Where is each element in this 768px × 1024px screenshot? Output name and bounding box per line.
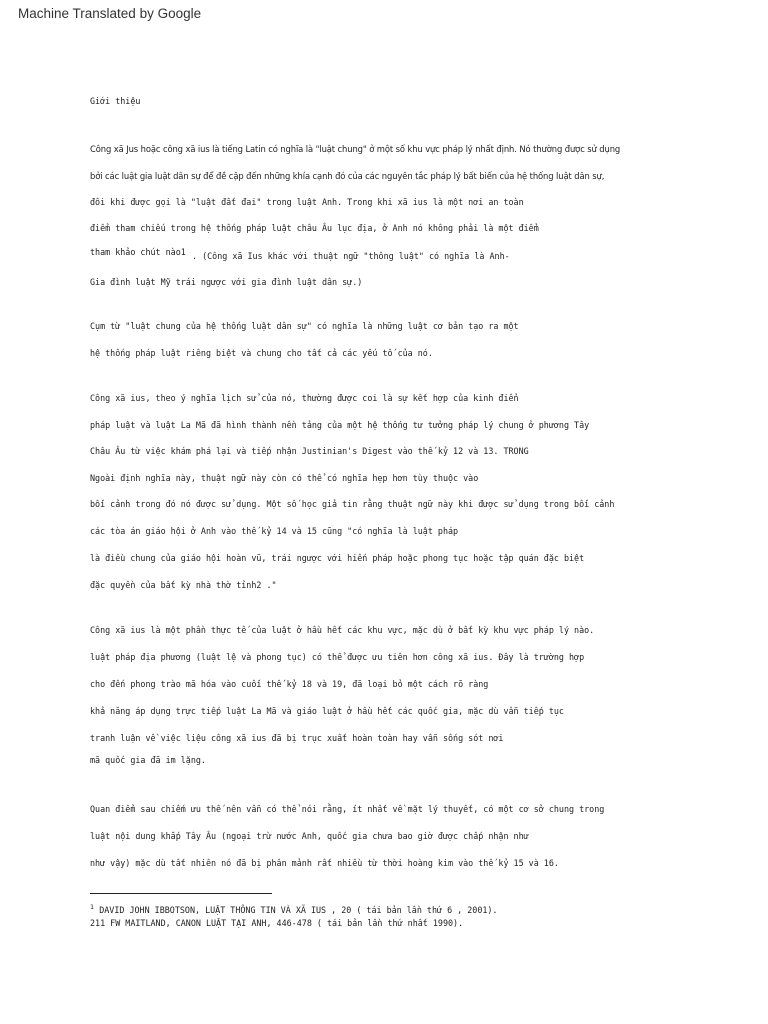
footnote-marker: 1: [90, 903, 95, 911]
text-line: luật pháp địa phương (luật lệ và phong tục) có thể được ưu tiên hơn công xã ius. Đây là trường hợp: [90, 652, 585, 662]
text-line: tranh luận về việc liệu công xã ius đã bị trục xuất hoàn toàn hay vẫn sống sót nơi: [90, 733, 504, 743]
text-line: đặc quyền của bất kỳ nhà thờ tỉnh2 .": [90, 580, 277, 590]
footnote-1: [90, 903, 498, 915]
text-line: đôi khi được gọi là "luật đất đai" trong luật Anh. Trong khi xã ius là một nơi an toàn: [90, 197, 524, 207]
text-line: hệ thống pháp luật riêng biệt và chung cho tất cả các yếu tố của nó.: [90, 348, 433, 358]
text-line: Ngoài định nghĩa này, thuật ngữ này còn có thể có nghĩa hẹp hơn tùy thuộc vào: [90, 473, 479, 483]
text-line: là điều chung của giáo hội hoàn vũ, trái ngược với hiến pháp hoặc phong tục hoặc tập quán đặc biệt: [90, 553, 585, 563]
text-line: . (Công xã Ius khác với thuật ngữ "thông luật" có nghĩa là Anh-: [192, 251, 510, 261]
section-heading: Giới thiệu: [90, 96, 141, 106]
text-line: khả năng áp dụng trực tiếp luật La Mã và giáo luật ở hầu hết các quốc gia, mặc dù vẫn tiếp tục: [90, 706, 564, 716]
text-line: tham khảo chút nào1: [90, 247, 186, 257]
text-line: mã quốc gia đã im lặng.: [90, 755, 206, 765]
text-line: điểm tham chiếu trong hệ thống pháp luật châu Âu lục địa, ở Anh nó không phải là một điểm: [90, 223, 539, 233]
text-line: pháp luật và luật La Mã đã hình thành nền tảng của một hệ thống tư tưởng pháp lý chung ở phương Tây: [90, 420, 590, 430]
text-line: Công xã Jus hoặc công xã ius là tiếng Latin có nghĩa là "luật chung" ở một số khu vực pháp lý nhất định. Nó thường được sử dụng: [90, 144, 621, 154]
footnote-2: 211 FW MAITLAND, CANON LUẬT TẠI ANH, 446-478 ( tái bản lần thứ nhất 1990).: [90, 918, 464, 928]
text-line: như vậy) mặc dù tất nhiên nó đã bị phân mảnh rất nhiều từ thời hoàng kim vào thế kỷ 15 và 16.: [90, 858, 559, 868]
machine-translation-banner: Machine Translated by Google: [18, 6, 202, 21]
footnote-text: DAVID JOHN IBBOTSON, LUẬT THÔNG TIN VÀ XÃ IUS , 20 ( tái bản lần thứ 6 , 2001).: [99, 904, 498, 915]
text-line: Công xã ius là một phần thực tế của luật ở hầu hết các khu vực, mặc dù ở bất kỳ khu vực pháp lý nào.: [90, 625, 595, 635]
text-line: các tòa án giáo hội ở Anh vào thế kỷ 14 và 15 cũng "có nghĩa là luật pháp: [90, 526, 459, 536]
text-line: Công xã ius, theo ý nghĩa lịch sử của nó, thường được coi là sự kết hợp của kinh điển: [90, 393, 519, 403]
text-line: Quan điểm sau chiếm ưu thế nên vẫn có thể nói rằng, ít nhất về mặt lý thuyết, có một cơ sở chung trong: [90, 804, 605, 814]
text-line: Gia đình luật Mỹ trái ngược với gia đình luật dân sự.): [90, 277, 363, 287]
footnote-rule: [90, 893, 272, 894]
text-line: Châu Âu từ việc khám phá lại và tiếp nhận Justinian's Digest vào thế kỷ 12 và 13. TRONG: [90, 446, 529, 456]
text-line: luật nội dung khắp Tây Âu (ngoại trừ nước Anh, quốc gia chưa bao giờ được chấp nhận như: [90, 831, 529, 841]
text-line: Cụm từ "luật chung của hệ thống luật dân sự" có nghĩa là những luật cơ bản tạo ra một: [90, 321, 519, 331]
text-line: cho đến phong trào mã hóa vào cuối thế kỷ 18 và 19, đã loại bỏ một cách rõ ràng: [90, 679, 489, 689]
text-line: bởi các luật gia luật dân sự để đề cập đến những khía cạnh đó của các nguyên tắc pháp lý bất biến của hệ thống luật dân sự,: [90, 171, 605, 181]
text-line: bối cảnh trong đó nó được sử dụng. Một số học giả tin rằng thuật ngữ này khi được sử dụng trong bối cảnh: [90, 499, 615, 509]
